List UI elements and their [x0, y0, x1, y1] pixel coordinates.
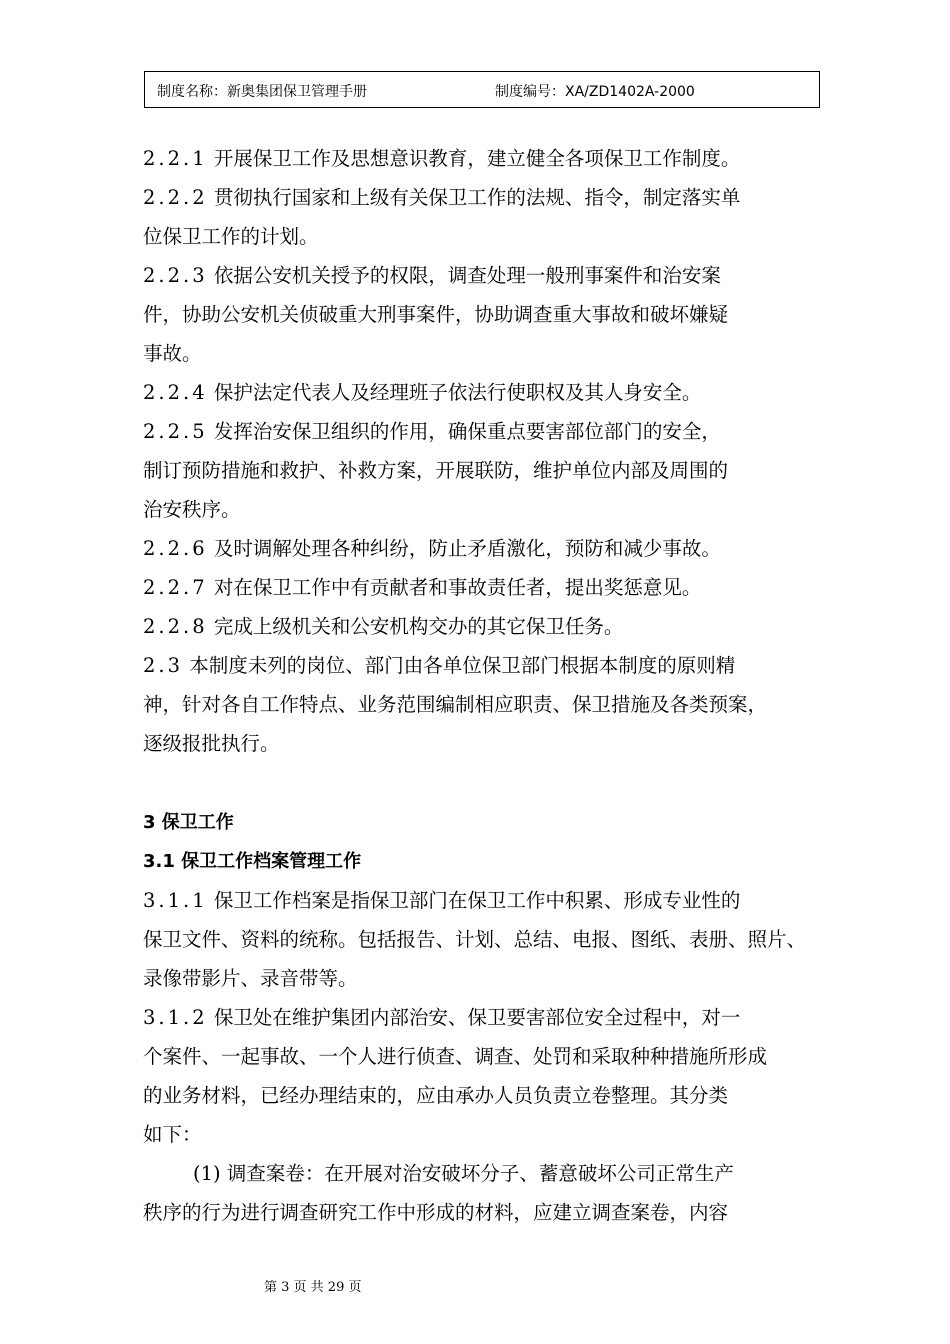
regulation-name: 制度名称：新奥集团保卫管理手册 [157, 84, 367, 100]
paragraph-line: 2.2.7 对在保卫工作中有贡献者和事故责任者，提出奖惩意见。 [143, 576, 702, 599]
paragraph-line: 位保卫工作的计划。 [143, 225, 319, 248]
paragraph-line: 2.2.8 完成上级机关和公安机构交办的其它保卫任务。 [143, 615, 624, 638]
paragraph-line: 3.1.1 保卫工作档案是指保卫部门在保卫工作中积累、形成专业性的 [143, 889, 741, 912]
list-item-line: (1) 调查案卷：在开展对治安破坏分子、蓄意破坏公司正常生产 [193, 1162, 734, 1185]
paragraph-line: 神，针对各自工作特点、业务范围编制相应职责、保卫措施及各类预案， [143, 693, 768, 716]
regulation-code: 制度编号：XA/ZD1402A-2000 [495, 84, 695, 100]
paragraph-line: 件，协助公安机关侦破重大刑事案件，协助调查重大事故和破坏嫌疑 [143, 303, 729, 326]
paragraph-line: 2.2.6 及时调解处理各种纠纷，防止矛盾激化，预防和减少事故。 [143, 537, 721, 560]
section-heading: 3 保卫工作 [143, 812, 234, 833]
paragraph-line: 2.2.3 依据公安机关授予的权限，调查处理一般刑事案件和治安案 [143, 264, 721, 287]
paragraph-line: 3.1.2 保卫处在维护集团内部治安、保卫要害部位安全过程中，对一 [143, 1006, 741, 1029]
page-footer: 第 3 页 共 29 页 [264, 1280, 362, 1295]
paragraph-line: 治安秩序。 [143, 498, 241, 521]
paragraph-line: 2.2.1 开展保卫工作及思想意识教育，建立健全各项保卫工作制度。 [143, 147, 741, 170]
paragraph-line: 如下： [143, 1123, 202, 1146]
list-item-line: 秩序的行为进行调查研究工作中形成的材料，应建立调查案卷，内容 [143, 1201, 729, 1224]
subsection-heading: 3.1 保卫工作档案管理工作 [143, 851, 362, 872]
paragraph-line: 保卫文件、资料的统称。包括报告、计划、总结、电报、图纸、表册、照片、 [143, 928, 807, 951]
document-body [143, 139, 829, 1232]
paragraph-line: 2.3 本制度未列的岗位、部门由各单位保卫部门根据本制度的原则精 [143, 654, 736, 677]
paragraph-line: 制订预防措施和救护、补救方案，开展联防，维护单位内部及周围的 [143, 459, 729, 482]
paragraph-line: 逐级报批执行。 [143, 732, 280, 755]
document-header [144, 71, 820, 108]
paragraph-line: 事故。 [143, 342, 202, 365]
paragraph-line: 个案件、一起事故、一个人进行侦查、调查、处罚和采取种种措施所形成 [143, 1045, 768, 1068]
paragraph-line: 的业务材料，已经办理结束的，应由承办人员负责立卷整理。其分类 [143, 1084, 729, 1107]
paragraph-line: 2.2.5 发挥治安保卫组织的作用，确保重点要害部位部门的安全， [143, 420, 721, 443]
paragraph-line: 2.2.2 贯彻执行国家和上级有关保卫工作的法规、指令，制定落实单 [143, 186, 741, 209]
paragraph-line: 2.2.4 保护法定代表人及经理班子依法行使职权及其人身安全。 [143, 381, 702, 404]
paragraph-line: 录像带影片、录音带等。 [143, 967, 358, 990]
